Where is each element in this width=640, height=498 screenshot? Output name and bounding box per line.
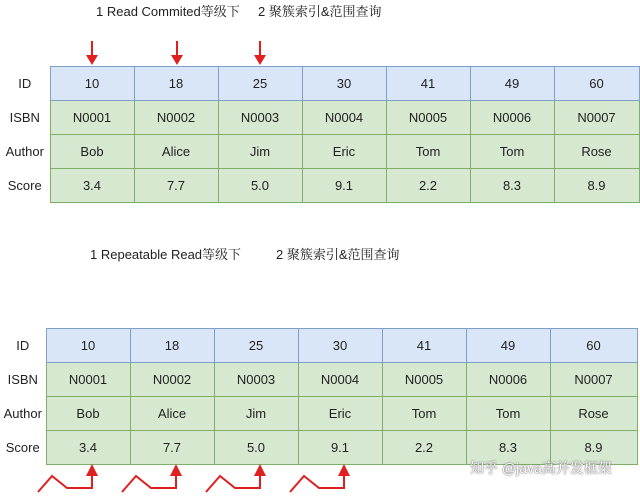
author-cell: Tom xyxy=(382,397,466,431)
table-row xyxy=(0,135,639,169)
author-cell: Bob xyxy=(46,397,130,431)
author-cell: Alice xyxy=(134,135,218,169)
bottom-caption-isolation: 1 Repeatable Read等级下 xyxy=(90,247,242,262)
id-cell: 30 xyxy=(298,329,382,363)
id-cell: 10 xyxy=(46,329,130,363)
isbn-cell: N0002 xyxy=(130,363,214,397)
score-cell: 9.1 xyxy=(298,431,382,465)
score-cell: 5.0 xyxy=(218,169,302,203)
score-cell: 8.3 xyxy=(470,169,554,203)
score-cell: 3.4 xyxy=(46,431,130,465)
score-cell: 7.7 xyxy=(134,169,218,203)
score-cell: 2.2 xyxy=(382,431,466,465)
row-label-id: ID xyxy=(16,338,30,353)
row-label-id: ID xyxy=(18,76,32,91)
score-cell: 7.7 xyxy=(130,431,214,465)
author-cell: Tom xyxy=(470,135,554,169)
id-cell: 25 xyxy=(218,67,302,101)
down-arrow-icon xyxy=(254,41,266,65)
id-cell: 41 xyxy=(382,329,466,363)
isbn-cell: N0003 xyxy=(218,101,302,135)
isbn-cell: N0007 xyxy=(550,363,637,397)
row-label-score: Score xyxy=(5,440,40,455)
isbn-cell: N0007 xyxy=(554,101,639,135)
table-row xyxy=(0,397,637,431)
author-cell: Jim xyxy=(218,135,302,169)
table-row xyxy=(0,169,639,203)
score-cell: 8.9 xyxy=(550,431,637,465)
id-cell: 18 xyxy=(130,329,214,363)
isbn-cell: N0003 xyxy=(214,363,298,397)
gap-lock-arrow-icon xyxy=(206,464,266,492)
author-cell: Tom xyxy=(386,135,470,169)
author-cell: Rose xyxy=(554,135,639,169)
watermark: 知乎 @java高并发框架 xyxy=(470,460,612,476)
id-cell: 10 xyxy=(50,67,134,101)
top-caption-query: 2 聚簇索引&范围查询 xyxy=(258,4,382,19)
isbn-cell: N0001 xyxy=(46,363,130,397)
row-label-author: Author xyxy=(3,406,42,421)
gap-lock-arrow-icon xyxy=(38,464,98,492)
author-cell: Eric xyxy=(298,397,382,431)
author-cell: Bob xyxy=(50,135,134,169)
author-cell: Rose xyxy=(550,397,637,431)
isbn-cell: N0004 xyxy=(302,101,386,135)
isbn-cell: N0001 xyxy=(50,101,134,135)
top-records-table xyxy=(0,66,640,203)
id-cell: 25 xyxy=(214,329,298,363)
author-cell: Jim xyxy=(214,397,298,431)
table-row xyxy=(0,363,637,397)
bottom-caption-query: 2 聚簇索引&范围查询 xyxy=(276,247,400,262)
isbn-cell: N0004 xyxy=(298,363,382,397)
id-cell: 30 xyxy=(302,67,386,101)
isbn-cell: N0002 xyxy=(134,101,218,135)
score-cell: 8.9 xyxy=(554,169,639,203)
id-cell: 41 xyxy=(386,67,470,101)
id-cell: 49 xyxy=(470,67,554,101)
score-cell: 5.0 xyxy=(214,431,298,465)
row-label-isbn: ISBN xyxy=(7,372,38,387)
author-cell: Alice xyxy=(130,397,214,431)
down-arrow-icon xyxy=(171,41,183,65)
gap-lock-arrow-icon xyxy=(122,464,182,492)
bottom-records-table xyxy=(0,328,638,465)
isbn-cell: N0006 xyxy=(466,363,550,397)
isbn-cell: N0005 xyxy=(382,363,466,397)
score-cell: 2.2 xyxy=(386,169,470,203)
isbn-cell: N0006 xyxy=(470,101,554,135)
table-row xyxy=(0,329,637,363)
score-cell: 9.1 xyxy=(302,169,386,203)
id-cell: 49 xyxy=(466,329,550,363)
table-row xyxy=(0,67,639,101)
id-cell: 18 xyxy=(134,67,218,101)
score-cell: 8.3 xyxy=(466,431,550,465)
table-row xyxy=(0,101,639,135)
row-label-score: Score xyxy=(7,178,42,193)
score-cell: 3.4 xyxy=(50,169,134,203)
id-cell: 60 xyxy=(554,67,639,101)
id-cell: 60 xyxy=(550,329,637,363)
row-label-author: Author xyxy=(5,144,44,159)
author-cell: Tom xyxy=(466,397,550,431)
isbn-cell: N0005 xyxy=(386,101,470,135)
top-caption-isolation: 1 Read Commited等级下 xyxy=(96,4,240,19)
gap-lock-arrow-icon xyxy=(290,464,350,492)
down-arrow-icon xyxy=(86,41,98,65)
row-label-isbn: ISBN xyxy=(9,110,40,125)
author-cell: Eric xyxy=(302,135,386,169)
